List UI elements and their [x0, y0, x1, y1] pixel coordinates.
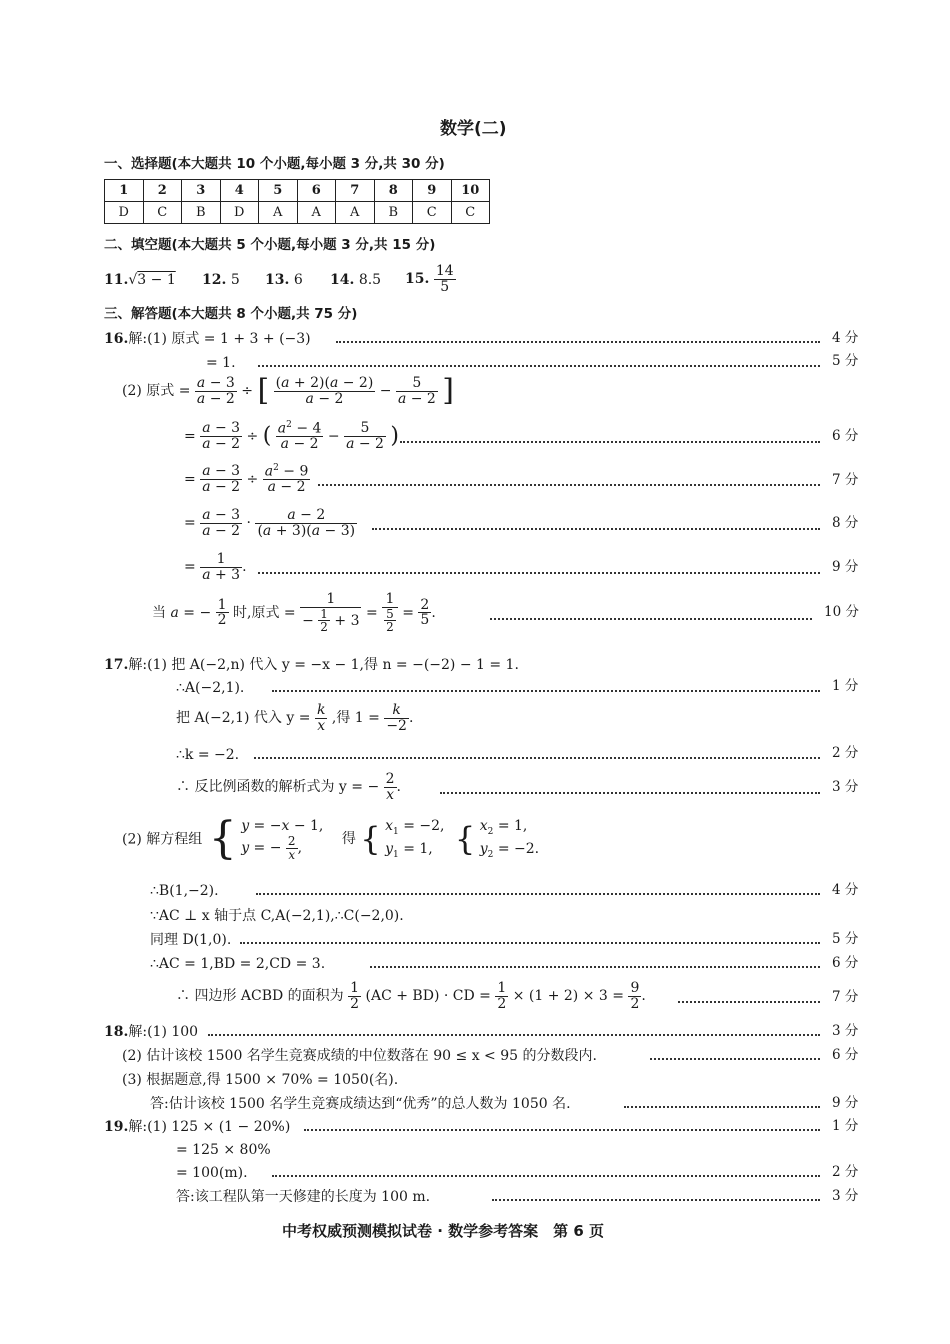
q17-line-10: ∴AC = 1,BD = 2,CD = 3. [150, 956, 326, 972]
score-label: 9 分 [832, 559, 859, 575]
score-label: 3 分 [832, 1023, 859, 1039]
score-label: 1 分 [832, 678, 859, 694]
q16-part2-line-5: = $\frac{1}{a + 3}$ . [184, 551, 247, 583]
q18-text: 解:(1) 100 [128, 1024, 199, 1040]
dot-leader [272, 690, 820, 692]
item-number: 14. [330, 272, 355, 288]
answer-table-numbers-row [105, 180, 490, 202]
section-heading-solve: 三、解答题(本大题共 8 个小题,共 75 分) [104, 306, 358, 322]
dot-leader [318, 484, 820, 486]
score-label: 2 分 [832, 1164, 859, 1180]
score-label: 5 分 [832, 353, 859, 369]
q19-text: 解:(1) 125 × (1 − 20%) [128, 1119, 291, 1135]
score-label: 3 分 [832, 1188, 859, 1204]
score-label: 6 分 [832, 428, 859, 444]
q16-text: 解:(1) 原式 = 1 + 3 + (−3) [128, 331, 311, 347]
q16-substitution: 当 a = − $\frac{1}{2}$ 时,原式 = 1 − $\frac{1}{2}$ + 3 = $\frac{1}{\frac{5}{2}}$ = $\frac{2}{5}$ . [152, 591, 436, 635]
question-number: 18. [104, 1024, 129, 1040]
dot-leader [370, 966, 820, 968]
score-label: 4 分 [832, 882, 859, 898]
answer-table-answers-row [105, 202, 490, 224]
dot-leader [440, 792, 820, 794]
answer-cell: C [451, 202, 490, 224]
section-heading-choice: 一、选择题(本大题共 10 个小题,每小题 3 分,共 30 分) [104, 156, 445, 172]
q17-line-11: ∴ 四边形 ACBD 的面积为 $\frac{1}{2}$ (AC + BD) · CD = $\frac{1}{2}$ × (1 + 2) × 3 = $\frac{9}{2}$ . [176, 980, 646, 1012]
answer-cell: D [105, 202, 144, 224]
dot-leader [400, 441, 820, 443]
fill-value: 5 [230, 272, 240, 288]
question-number: 9 [413, 180, 452, 202]
q17-system: (2) 解方程组 { y = −x − 1, y = − $\frac{2}{x}$ , 得 { $x_1 = -2$, $y_1 = 1$, { $x_2 = 1$, $y_2 = -2$. [122, 813, 540, 865]
q18-line-3: (3) 根据题意,得 1500 × 70% = 1050(名). [122, 1072, 399, 1088]
q17-area-calc: × (1 + 2) × 3 = [512, 988, 624, 1005]
item-number: 13. [265, 272, 290, 288]
dot-leader [336, 341, 820, 343]
q18-line-1 [104, 1025, 198, 1039]
q17-function-text: ∴ 反比例函数的解析式为 y = − [176, 779, 380, 796]
q19-line-4: 答:该工程队第一天修建的长度为 100 m. [176, 1189, 431, 1205]
answer-cell: C [413, 202, 452, 224]
fill-value: 6 [293, 272, 303, 288]
fill-answer-13 [265, 273, 303, 287]
fill-answer-14 [330, 273, 381, 287]
q16-part2-line-3: = $\frac{a - 3}{a - 2}$ ÷ $\frac{a^2 - 9}{a - 2}$ [184, 463, 309, 496]
q18-line-2: (2) 估计该校 1500 名学生竞赛成绩的中位数落在 90 ≤ x < 95 的分数段内. [122, 1048, 597, 1064]
question-number: 6 [297, 180, 336, 202]
page-footer: 中考权威预测模拟试卷 · 数学参考答案 第 6 页 [282, 1222, 605, 1240]
question-number: 17. [104, 657, 129, 673]
answer-cell: A [336, 202, 375, 224]
q18-line-4: 答:估计该校 1500 名学生竞赛成绩达到“优秀”的总人数为 1050 名. [150, 1096, 571, 1112]
q16-part2-line-2: = $\frac{a - 3}{a - 2}$ ÷ ( $\frac{a^2 - 4}{a - 2}$ − $\frac{5}{a - 2}$ ) [184, 420, 400, 453]
question-number: 7 [336, 180, 375, 202]
q17-line-2: ∴A(−2,1). [176, 680, 245, 696]
score-label: 3 分 [832, 779, 859, 795]
score-label: 7 分 [832, 472, 859, 488]
dot-leader [240, 942, 820, 944]
dot-leader [272, 1175, 820, 1177]
dot-leader [256, 893, 820, 895]
answer-cell: B [374, 202, 413, 224]
item-number: 11. [104, 272, 129, 288]
dot-leader [258, 572, 820, 574]
q16-part2-line-4: = $\frac{a - 3}{a - 2}$ · $\frac{a - 2}{(a + 3)(a - 3)}$ [184, 507, 356, 539]
q17-substitute-text: 把 A(−2,1) 代入 y = [176, 710, 311, 727]
score-label: 5 分 [832, 931, 859, 947]
dot-leader [490, 618, 812, 620]
answer-cell: D [220, 202, 259, 224]
sqrt-sign: √ [128, 272, 138, 288]
q17-line-4: ∴k = −2. [176, 747, 240, 763]
dot-leader [254, 757, 820, 759]
answer-cell: C [143, 202, 182, 224]
dot-leader [650, 1058, 820, 1060]
score-label: 10 分 [824, 604, 859, 620]
score-label: 6 分 [832, 955, 859, 971]
dot-leader [304, 1129, 820, 1131]
fill-value: 8.5 [358, 272, 382, 288]
question-number: 3 [182, 180, 221, 202]
q16-when-text: 当 [152, 604, 166, 621]
answer-table [104, 179, 490, 224]
fraction-numerator: 14 [435, 263, 454, 279]
item-number: 15. [405, 271, 430, 288]
page-title: 数学(二) [440, 119, 507, 139]
item-number: 12. [202, 272, 227, 288]
question-number: 5 [259, 180, 298, 202]
question-number: 2 [143, 180, 182, 202]
fill-answer-12 [202, 273, 240, 287]
dot-leader [624, 1106, 820, 1108]
q19-line-1 [104, 1120, 290, 1134]
q16-result-text: 时,原式 = [233, 604, 296, 621]
score-label: 9 分 [832, 1095, 859, 1111]
q17-text: 解:(1) 把 A(−2,n) 代入 y = −x − 1,得 n = −(−2) − 1 = 1. [128, 657, 519, 673]
score-label: 7 分 [832, 989, 859, 1005]
q17-area-formula: (AC + BD) · CD = [365, 988, 491, 1005]
q19-line-2: = 125 × 80% [176, 1142, 271, 1158]
dot-leader [492, 1199, 820, 1201]
fill-value: 3 − 1 [137, 272, 176, 288]
dot-leader [678, 1001, 820, 1003]
score-label: 4 分 [832, 330, 859, 346]
answer-cell: A [259, 202, 298, 224]
q17-line-3: 把 A(−2,1) 代入 y = $\frac{k}{x}$ ,得 1 = $\frac{k}{-2}$ . [176, 702, 414, 734]
q17-line-1 [104, 658, 519, 672]
dot-leader [372, 528, 820, 530]
fill-answer-15 [405, 264, 456, 294]
q17-line-9: 同理 D(1,0). [150, 932, 232, 948]
section-heading-fill: 二、填空题(本大题共 5 个小题,每小题 3 分,共 15 分) [104, 237, 436, 253]
q17-part2-label: (2) 解方程组 [122, 831, 203, 848]
answer-cell: B [182, 202, 221, 224]
q16-part2-label: (2) 原式 = [122, 383, 191, 400]
fraction-denominator: 5 [440, 278, 450, 295]
q17-line-7: ∴B(1,−2). [150, 883, 219, 899]
q17-line-8: ∵AC ⊥ x 轴于点 C,A(−2,1),∴C(−2,0). [150, 908, 404, 924]
question-number: 16. [104, 331, 129, 347]
fill-answer-11 [104, 273, 176, 287]
answer-cell: A [297, 202, 336, 224]
score-label: 1 分 [832, 1118, 859, 1134]
q16-part2-line-1: (2) 原式 = $\frac{a - 3}{a - 2}$ ÷ [ $\frac{(a + 2)(a - 2)}{a - 2}$ − $\frac{5}{a - 2}$ ] [122, 373, 455, 409]
q17-get-text: ,得 1 = [331, 710, 380, 727]
q19-line-3: = 100(m). [176, 1165, 248, 1181]
q17-get-text-2: 得 [341, 831, 356, 848]
question-number: 4 [220, 180, 259, 202]
q16-line-1 [104, 332, 311, 346]
dot-leader [258, 365, 820, 367]
dot-leader [208, 1034, 820, 1036]
q17-area-text: ∴ 四边形 ACBD 的面积为 [176, 988, 344, 1005]
score-label: 6 分 [832, 1047, 859, 1063]
question-number: 1 [105, 180, 144, 202]
question-number: 10 [451, 180, 490, 202]
score-label: 8 分 [832, 515, 859, 531]
q17-line-5: ∴ 反比例函数的解析式为 y = − $\frac{2}{x}$ . [176, 771, 401, 803]
question-number: 19. [104, 1119, 129, 1135]
question-number: 8 [374, 180, 413, 202]
q16-line-2: = 1. [206, 355, 236, 371]
score-label: 2 分 [832, 745, 859, 761]
